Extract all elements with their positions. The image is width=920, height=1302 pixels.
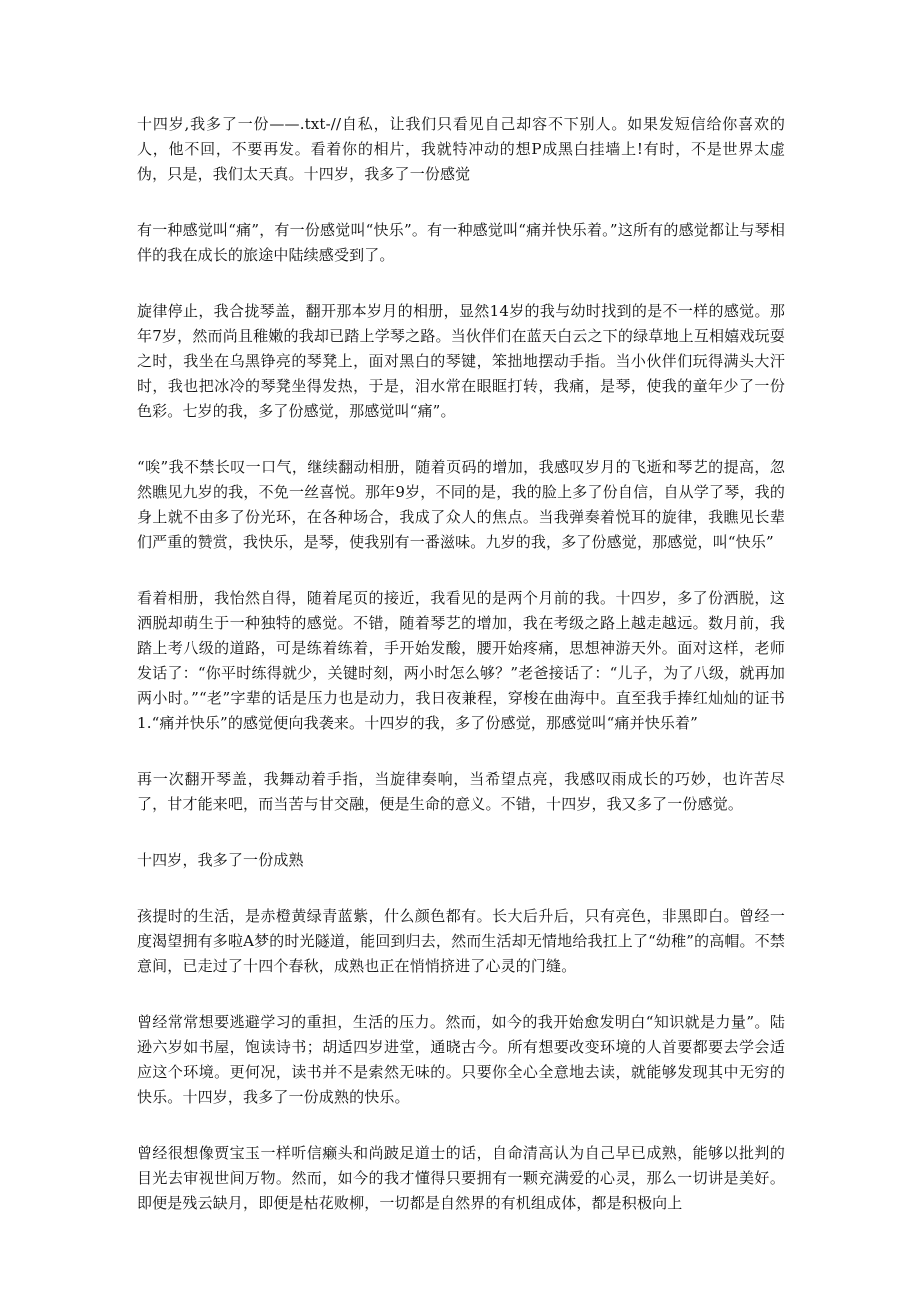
paragraph-7: 孩提时的生活，是赤橙黄绿青蓝紫，什么颜色都有。长大后升后，只有亮色，非黑即白。曾经一度渴望拥有多啦A梦的时光隧道，能回到归去，然而生活却无情地给我扛上了“幼稚”的高帽。不禁意间，已走过了十四个春秋，成熟也正在悄悄挤进了心灵的门缝。	[137, 907, 785, 975]
document-body	[137, 112, 785, 1247]
section-heading: 十四岁，我多了一份成熟	[137, 851, 304, 869]
paragraph-4: “唉”我不禁长叹一口气，继续翻动相册，随着页码的增加，我感叹岁月的飞逝和琴艺的提高，忽然瞧见九岁的我，不免一丝喜悦。那年9岁，不同的是，我的脸上多了份自信，自从学了琴，我的身上就不由多了份光环，在各种场合，我成了众人的焦点。当我弹奏着悦耳的旋律，我瞧见长辈们严重的赞赏，我快乐，是琴，使我别有一番滋味。九岁的我，多了份感觉，那感觉，叫“快乐”	[137, 458, 785, 551]
paragraph-5: 看着相册，我怡然自得，随着尾页的接近，我看见的是两个月前的我。十四岁，多了份洒脱，这洒脱却萌生于一种独特的感觉。不错，随着琴艺的增加，我在考级之路上越走越远。数月前，我踏上考八级的道路，可是练着练着，手开始发酸，腰开始疼痛，思想神游天外。面对这样，老师发话了：“你平时练得就少，关键时刻，两小时怎么够？”老爸接话了：“儿子，为了八级，就再加两小时。”“老”字辈的话是压力也是动力，我日夜兼程，穿梭在曲海中。直至我手捧红灿灿的证书1.“痛并快乐”的感觉便向我袭来。十四岁的我，多了份感觉，那感觉叫“痛并快乐着”	[137, 589, 785, 732]
paragraph-1: 十四岁,我多了一份——.txt-//自私，让我们只看见自己却容不下别人。如果发短信给你喜欢的人，他不回，不要再发。看着你的相片，我就特冲动的想P成黑白挂墙上!有时，不是世界太虚伪，只是，我们太天真。十四岁，我多了一份感觉	[137, 115, 785, 183]
paragraph-6: 再一次翻开琴盖，我舞动着手指，当旋律奏响，当希望点亮，我感叹雨成长的巧妙，也许苦尽了，甘才能来吧，而当苦与甘交融，便是生命的意义。不错，十四岁，我又多了一份感觉。	[137, 770, 785, 813]
paragraph-9: 曾经很想像贾宝玉一样听信癞头和尚跛足道士的话，自命清高认为自己早已成熟，能够以批判的目光去审视世间万物。然而，如今的我才懂得只要拥有一颗充满爱的心灵，那么一切讲是美好。即便是残云缺月，即便是枯花败柳，一切都是自然界的有机组成体，都是积极向上	[137, 1144, 785, 1212]
paragraph-2: 有一种感觉叫“痛”，有一份感觉叫“快乐”。有一种感觉叫“痛并快乐着。”这所有的感觉都让与琴相伴的我在成长的旅途中陆续感受到了。	[137, 221, 785, 264]
paragraph-3: 旋律停止，我合拢琴盖，翻开那本岁月的相册，显然14岁的我与幼时找到的是不一样的感觉。那年7岁，然而尚且稚嫩的我却已踏上学琴之路。当伙伴们在蓝天白云之下的绿草地上互相嬉戏玩耍之时，我坐在乌黑铮亮的琴凳上，面对黑白的琴键，笨拙地摆动手指。当小伙伴们玩得满头大汗时，我也把冰冷的琴凳坐得发热，于是，泪水常在眼眶打转，我痛，是琴，使我的童年少了一份色彩。七岁的我，多了份感觉，那感觉叫“痛”。	[137, 302, 785, 420]
paragraph-8: 曾经常常想要逃避学习的重担，生活的压力。然而，如今的我开始愈发明白“知识就是力量”。陆逊六岁如书屋，饱读诗书；胡适四岁进堂，通晓古今。所有想要改变环境的人首要都要去学会适应这个环境。更何况，读书并不是索然无味的。只要你全心全意地去读，就能够发现其中无穷的快乐。十四岁，我多了一份成熟的快乐。	[137, 1013, 785, 1106]
